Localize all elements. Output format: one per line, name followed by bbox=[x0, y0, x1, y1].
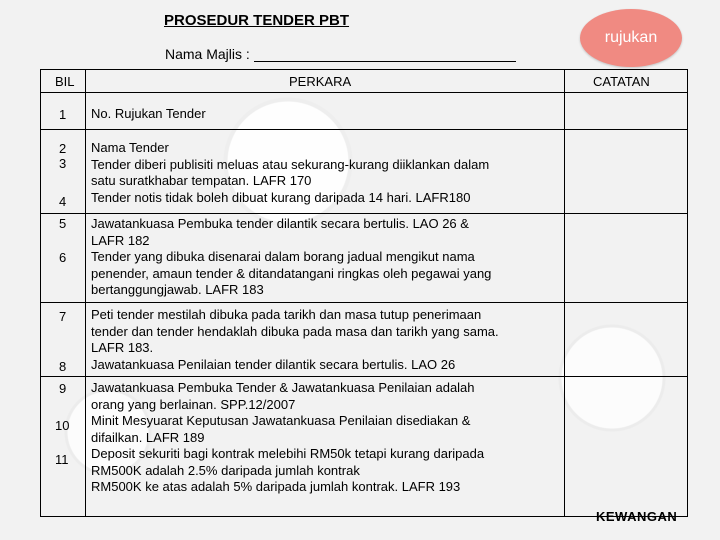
perkara-line: Deposit sekuriti bagi kontrak melebihi RM50k tetapi kurang daripada bbox=[91, 446, 485, 461]
majlis-blank-line bbox=[254, 47, 516, 62]
perkara-line: Jawatankuasa Pembuka tender dilantik secara bertulis. LAO 26 & bbox=[91, 216, 469, 231]
header-divider bbox=[41, 92, 687, 93]
row-divider bbox=[41, 376, 687, 377]
page-title: PROSEDUR TENDER PBT bbox=[164, 12, 350, 29]
perkara-line: RM500K adalah 2.5% daripada jumlah kontrak bbox=[91, 462, 360, 478]
perkara-line: No. Rujukan Tender bbox=[91, 106, 206, 121]
perkara-line: orang yang berlainan. SPP.12/2007 bbox=[91, 396, 296, 412]
row-number: 5 bbox=[59, 216, 67, 231]
column-divider-catatan bbox=[564, 70, 565, 516]
perkara-line: Tender yang dibuka disenarai dalam borang jadual mengikut nama bbox=[91, 249, 475, 264]
row-divider bbox=[41, 129, 687, 130]
perkara-line: Minit Mesyuarat Keputusan Jawatankuasa Penilaian disediakan & bbox=[91, 413, 471, 428]
row-number: 4 bbox=[59, 194, 67, 209]
row-number: 9 bbox=[59, 381, 67, 396]
perkara-line: RM500K ke atas adalah 5% daripada jumlah kontrak. LAFR 193 bbox=[91, 479, 461, 494]
procedure-table bbox=[40, 69, 688, 517]
row-divider bbox=[41, 302, 687, 303]
perkara-line: Jawatankuasa Penilaian tender dilantik secara bertulis. LAO 26 bbox=[91, 356, 456, 372]
row-number: 6 bbox=[59, 250, 67, 265]
header-catatan: CATATAN bbox=[593, 74, 650, 89]
perkara-line: penender, amaun tender & ditandatangani ringkas oleh pegawai yang bbox=[91, 265, 492, 281]
header-bil: BIL bbox=[55, 74, 75, 89]
perkara-block-3 bbox=[91, 216, 563, 299]
perkara-line: Peti tender mestilah dibuka pada tarikh dan masa tutup penerimaan bbox=[91, 307, 482, 322]
perkara-block-1 bbox=[91, 106, 563, 123]
column-divider-bil bbox=[85, 70, 86, 516]
footer-label: KEWANGAN bbox=[596, 509, 678, 524]
row-number: 1 bbox=[59, 107, 67, 122]
row-divider bbox=[41, 213, 687, 214]
perkara-line: LAFR 182 bbox=[91, 232, 150, 248]
perkara-line: bertanggungjawab. LAFR 183 bbox=[91, 282, 264, 297]
perkara-line: Tender notis tidak boleh dibuat kurang daripada 14 hari. LAFR180 bbox=[91, 189, 471, 205]
row-number: 8 bbox=[59, 359, 67, 374]
majlis-field bbox=[165, 46, 516, 62]
perkara-line: difailkan. LAFR 189 bbox=[91, 429, 205, 445]
row-number: 7 bbox=[59, 309, 67, 324]
perkara-line: tender dan tender hendaklah dibuka pada masa dan tarikh yang sama. bbox=[91, 323, 499, 339]
perkara-block-4 bbox=[91, 307, 563, 373]
row-number: 3 bbox=[59, 156, 67, 171]
perkara-line: LAFR 183. bbox=[91, 340, 154, 355]
perkara-line: Tender diberi publisiti meluas atau sekurang-kurang diiklankan dalam bbox=[91, 156, 490, 172]
row-number: 2 bbox=[59, 141, 67, 156]
rujukan-button[interactable]: rujukan bbox=[580, 9, 682, 67]
perkara-line: satu suratkhabar tempatan. LAFR 170 bbox=[91, 173, 312, 188]
perkara-block-5 bbox=[91, 380, 563, 496]
perkara-line: Jawatankuasa Pembuka Tender & Jawatankuasa Penilaian adalah bbox=[91, 380, 475, 395]
majlis-label: Nama Majlis : bbox=[165, 46, 250, 62]
perkara-line: Nama Tender bbox=[91, 140, 169, 155]
row-number: 10 bbox=[55, 418, 70, 433]
perkara-block-2 bbox=[91, 140, 563, 206]
header-perkara: PERKARA bbox=[289, 74, 352, 89]
row-number: 11 bbox=[55, 452, 69, 467]
